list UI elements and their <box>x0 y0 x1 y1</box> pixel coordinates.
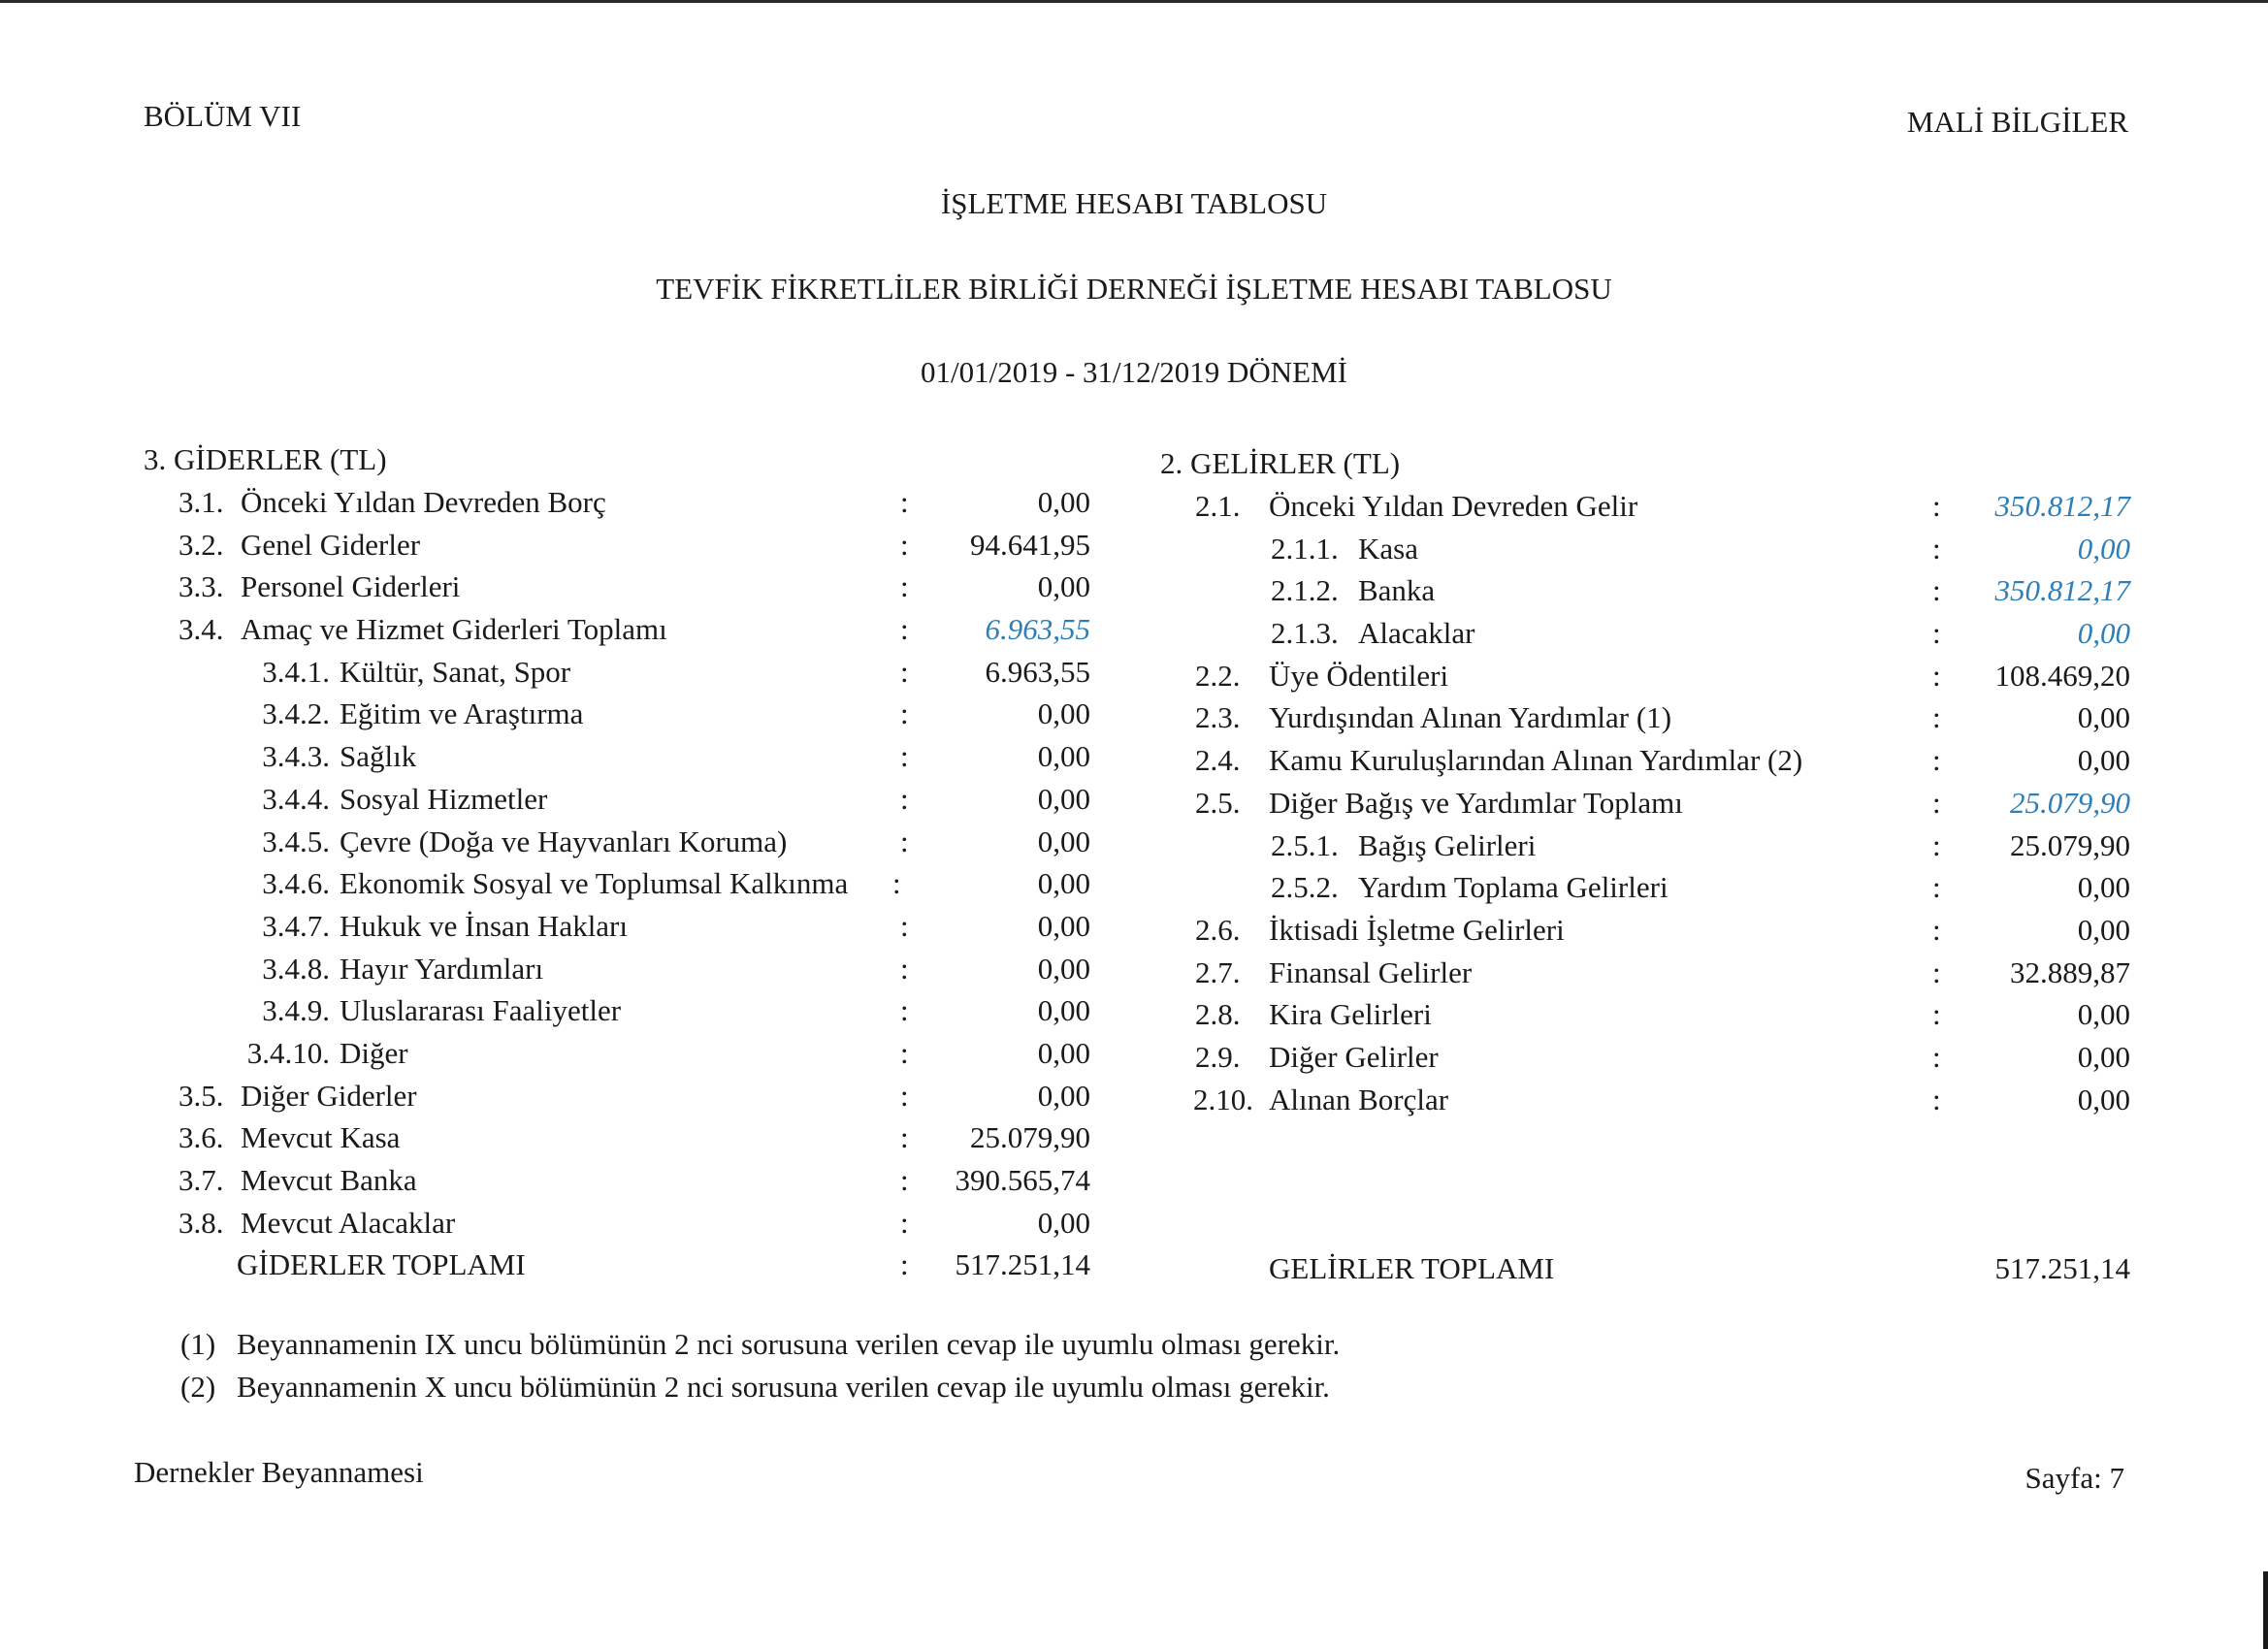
row-number: 2.4. <box>1195 743 1241 778</box>
row-value-handwritten: 0,00 <box>2077 616 2130 651</box>
row-colon: : <box>1932 1039 1941 1074</box>
row-label: Mevcut Alacaklar <box>241 1205 456 1240</box>
row-label: Çevre (Doğa ve Hayvanları Koruma) <box>340 824 788 858</box>
row-number: 3.3. <box>178 569 224 604</box>
row-value: 0,00 <box>1037 1078 1090 1113</box>
expenses-total-row <box>144 1244 1114 1286</box>
row-label: Finansal Gelirler <box>1269 954 1473 989</box>
row-number: 2.1.2. <box>1271 573 1339 608</box>
row-value: 0,00 <box>1037 696 1090 731</box>
row-value: 0,00 <box>2077 1039 2130 1074</box>
row-number: 2.5. <box>1195 785 1241 820</box>
income-section <box>1160 442 2130 1290</box>
income-row <box>1160 655 2130 697</box>
expense-subrow <box>144 989 1114 1032</box>
row-colon: : <box>900 654 909 689</box>
row-number: 3.4.2. <box>262 696 330 731</box>
income-subrow <box>1160 824 2130 867</box>
row-value-handwritten: 0,00 <box>2077 531 2130 566</box>
row-colon: : <box>900 485 909 519</box>
expense-row <box>144 1159 1114 1202</box>
expense-subrow <box>144 821 1114 863</box>
row-colon: : <box>900 908 909 943</box>
row-number: 3.4.4. <box>262 781 330 816</box>
row-number: 3.4.8. <box>262 951 330 986</box>
row-number: 3.6. <box>178 1120 224 1155</box>
row-number: 3.4.3. <box>262 739 330 774</box>
expense-subrow <box>144 905 1114 948</box>
income-row <box>1160 993 2130 1036</box>
income-row <box>1160 1079 2130 1121</box>
row-label: Amaç ve Hizmet Giderleri Toplamı <box>241 612 667 647</box>
income-row <box>1160 782 2130 824</box>
expense-subrow <box>144 948 1114 990</box>
row-label: Yurdışından Alınan Yardımlar (1) <box>1269 700 1672 735</box>
scan-edge-mark <box>2263 1571 2268 1649</box>
row-number: 3.4. <box>178 612 224 647</box>
row-label: Diğer <box>340 1035 408 1070</box>
row-value-handwritten: 25.079,90 <box>2010 785 2130 820</box>
row-colon: : <box>1932 616 1941 651</box>
row-number: 3.5. <box>178 1078 224 1113</box>
row-colon: : <box>900 993 909 1028</box>
row-value: 0,00 <box>2077 997 2130 1032</box>
row-value: 25.079,90 <box>2010 827 2130 862</box>
row-number: 3.4.9. <box>262 993 330 1028</box>
row-colon: : <box>900 569 909 604</box>
row-value-handwritten: 6.963,55 <box>985 612 1090 647</box>
row-label: Alınan Borçlar <box>1269 1082 1449 1116</box>
expense-row <box>144 1202 1114 1245</box>
row-label: Hukuk ve İnsan Hakları <box>340 908 628 943</box>
expense-row <box>144 481 1114 524</box>
income-total-label: GELİRLER TOPLAMI <box>1269 1251 1555 1286</box>
row-number: 2.9. <box>1195 1039 1241 1074</box>
row-colon: : <box>900 1247 909 1282</box>
row-number: 2.1. <box>1195 489 1241 523</box>
income-row <box>1160 1036 2130 1079</box>
row-value: 0,00 <box>2077 870 2130 905</box>
row-value: 0,00 <box>1037 993 1090 1028</box>
row-colon: : <box>900 1120 909 1155</box>
row-number: 2.5.2. <box>1271 870 1339 905</box>
row-value-handwritten: 350.812,17 <box>1994 573 2130 608</box>
row-number: 3.4.7. <box>262 908 330 943</box>
row-value: 0,00 <box>1037 908 1090 943</box>
row-number: 3.2. <box>178 527 224 562</box>
income-heading: 2. GELİRLER (TL) <box>1160 446 1401 480</box>
row-colon: : <box>1932 1082 1941 1116</box>
row-number: 3.1. <box>178 485 224 519</box>
income-total-value: 517.251,14 <box>1994 1251 2130 1286</box>
row-value: 94.641,95 <box>970 527 1090 562</box>
row-colon: : <box>900 739 909 774</box>
row-value: 0,00 <box>1037 951 1090 986</box>
row-label: Alacaklar <box>1358 616 1475 651</box>
category-label: MALİ BİLGİLER <box>1906 105 2128 139</box>
association-title: TEVFİK FİKRETLİLER BİRLİĞİ DERNEĞİ İŞLETME HESABI TABLOSU <box>656 272 1612 306</box>
row-colon: : <box>1932 827 1941 862</box>
row-colon: : <box>900 951 909 986</box>
row-number: 2.5.1. <box>1271 827 1339 862</box>
row-label: İktisadi İşletme Gelirleri <box>1269 912 1565 947</box>
row-number: 3.4.5. <box>262 824 330 858</box>
row-colon: : <box>1932 997 1941 1032</box>
footnote-mark: (2) <box>180 1370 216 1404</box>
expense-row <box>144 608 1114 651</box>
row-value: 0,00 <box>2077 700 2130 735</box>
row-colon: : <box>1932 743 1941 778</box>
income-row <box>1160 696 2130 739</box>
row-label: Genel Giderler <box>241 527 421 562</box>
document-title: İŞLETME HESABI TABLOSU <box>940 186 1328 220</box>
footnote-text: Beyannamenin IX uncu bölümünün 2 nci sorusuna verilen cevap ile uyumlu olması gerekir. <box>237 1327 1341 1361</box>
row-colon: : <box>1932 658 1941 693</box>
row-label: Üye Ödentileri <box>1269 658 1449 693</box>
expense-row <box>144 1075 1114 1117</box>
row-label: Mevcut Banka <box>241 1163 417 1197</box>
income-row <box>1160 485 2130 528</box>
row-number: 3.4.6. <box>262 866 330 901</box>
row-value: 390.565,74 <box>955 1163 1090 1197</box>
row-colon: : <box>1932 785 1941 820</box>
row-value: 0,00 <box>1037 781 1090 816</box>
row-value: 108.469,20 <box>1994 658 2130 693</box>
income-row <box>1160 739 2130 782</box>
row-colon: : <box>1932 912 1941 947</box>
row-colon: : <box>900 527 909 562</box>
row-value: 0,00 <box>2077 743 2130 778</box>
row-colon: : <box>900 824 909 858</box>
row-value: 0,00 <box>1037 485 1090 519</box>
row-label: Eğitim ve Araştırma <box>340 696 584 731</box>
row-number: 2.7. <box>1195 954 1241 989</box>
row-value-handwritten: 350.812,17 <box>1994 489 2130 523</box>
row-colon: : <box>900 1163 909 1197</box>
row-value: 32.889,87 <box>2010 954 2130 989</box>
row-colon: : <box>900 696 909 731</box>
page-number: Sayfa: 7 <box>2025 1461 2124 1495</box>
period-title: 01/01/2019 - 31/12/2019 DÖNEMİ <box>920 355 1347 389</box>
income-subrow <box>1160 612 2130 655</box>
row-number: 2.2. <box>1195 658 1241 693</box>
expense-row <box>144 524 1114 566</box>
row-colon: : <box>900 1078 909 1113</box>
row-value: 0,00 <box>2077 1082 2130 1116</box>
row-colon: : <box>1932 489 1941 523</box>
row-colon: : <box>900 1205 909 1240</box>
row-label: Ekonomik Sosyal ve Toplumsal Kalkınma <box>340 866 849 901</box>
income-subrow <box>1160 866 2130 909</box>
row-number: 2.6. <box>1195 912 1241 947</box>
expenses-total-label: GİDERLER TOPLAMI <box>237 1247 526 1282</box>
form-name: Dernekler Beyannamesi <box>134 1455 424 1489</box>
income-row <box>1160 909 2130 952</box>
row-label: Diğer Bağış ve Yardımlar Toplamı <box>1269 785 1683 820</box>
row-label: Mevcut Kasa <box>241 1120 401 1155</box>
row-colon: : <box>1932 573 1941 608</box>
footnote-text: Beyannamenin X uncu bölümünün 2 nci sorusuna verilen cevap ile uyumlu olması gerekir. <box>237 1370 1330 1404</box>
row-value: 0,00 <box>1037 1035 1090 1070</box>
row-number: 3.4.10. <box>246 1035 330 1070</box>
row-colon: : <box>1932 954 1941 989</box>
row-label: Kira Gelirleri <box>1269 997 1432 1032</box>
expense-subrow <box>144 778 1114 821</box>
row-value: 0,00 <box>2077 912 2130 947</box>
row-value: 0,00 <box>1037 739 1090 774</box>
row-number: 2.8. <box>1195 997 1241 1032</box>
row-label: Banka <box>1358 573 1436 608</box>
row-number: 3.7. <box>178 1163 224 1197</box>
row-value: 0,00 <box>1037 824 1090 858</box>
row-number: 2.1.1. <box>1271 531 1339 566</box>
row-colon: : <box>900 612 909 647</box>
expenses-total-value: 517.251,14 <box>955 1247 1090 1282</box>
spacer <box>1160 1120 2130 1163</box>
row-colon: : <box>892 866 901 901</box>
row-label: Kültür, Sanat, Spor <box>340 654 571 689</box>
income-subrow <box>1160 569 2130 612</box>
row-colon: : <box>1932 700 1941 735</box>
row-colon: : <box>900 781 909 816</box>
row-value: 6.963,55 <box>985 654 1090 689</box>
row-value: 0,00 <box>1037 866 1090 901</box>
row-label: Personel Giderleri <box>241 569 461 604</box>
income-total-row <box>1160 1247 2130 1290</box>
expense-row <box>144 566 1114 608</box>
row-number: 2.10. <box>1193 1082 1253 1116</box>
row-number: 2.3. <box>1195 700 1241 735</box>
row-label: Önceki Yıldan Devreden Gelir <box>1269 489 1638 523</box>
expense-row <box>144 1116 1114 1159</box>
row-number: 3.4.1. <box>262 654 330 689</box>
expenses-section <box>144 438 1114 1286</box>
expenses-heading: 3. GİDERLER (TL) <box>144 442 387 476</box>
row-value: 25.079,90 <box>970 1120 1090 1155</box>
row-label: Yardım Toplama Gelirleri <box>1358 870 1669 905</box>
row-label: Hayır Yardımları <box>340 951 544 986</box>
expense-subrow <box>144 651 1114 694</box>
row-number: 3.8. <box>178 1205 224 1240</box>
row-label: Diğer Giderler <box>241 1078 417 1113</box>
income-row <box>1160 952 2130 994</box>
income-subrow <box>1160 528 2130 570</box>
top-border-line <box>0 0 2268 3</box>
expense-subrow <box>144 1032 1114 1075</box>
row-label: Uluslararası Faaliyetler <box>340 993 622 1028</box>
expense-subrow <box>144 735 1114 778</box>
row-label: Sosyal Hizmetler <box>340 781 548 816</box>
row-label: Önceki Yıldan Devreden Borç <box>241 485 606 519</box>
row-label: Bağış Gelirleri <box>1358 827 1537 862</box>
row-label: Diğer Gelirler <box>1269 1039 1439 1074</box>
row-number: 2.1.3. <box>1271 616 1339 651</box>
row-colon: : <box>900 1035 909 1070</box>
row-label: Kasa <box>1358 531 1418 566</box>
row-colon: : <box>1932 870 1941 905</box>
row-colon: : <box>1932 531 1941 566</box>
section-label: BÖLÜM VII <box>144 99 302 133</box>
spacer <box>1160 1163 2130 1206</box>
row-label: Kamu Kuruluşlarından Alınan Yardımlar (2) <box>1269 743 1803 778</box>
row-value: 0,00 <box>1037 1205 1090 1240</box>
expense-subrow <box>144 693 1114 735</box>
row-value: 0,00 <box>1037 569 1090 604</box>
row-label: Sağlık <box>340 739 417 774</box>
footnote-mark: (1) <box>180 1327 216 1361</box>
expense-subrow <box>144 862 1114 905</box>
spacer <box>1160 1206 2130 1248</box>
